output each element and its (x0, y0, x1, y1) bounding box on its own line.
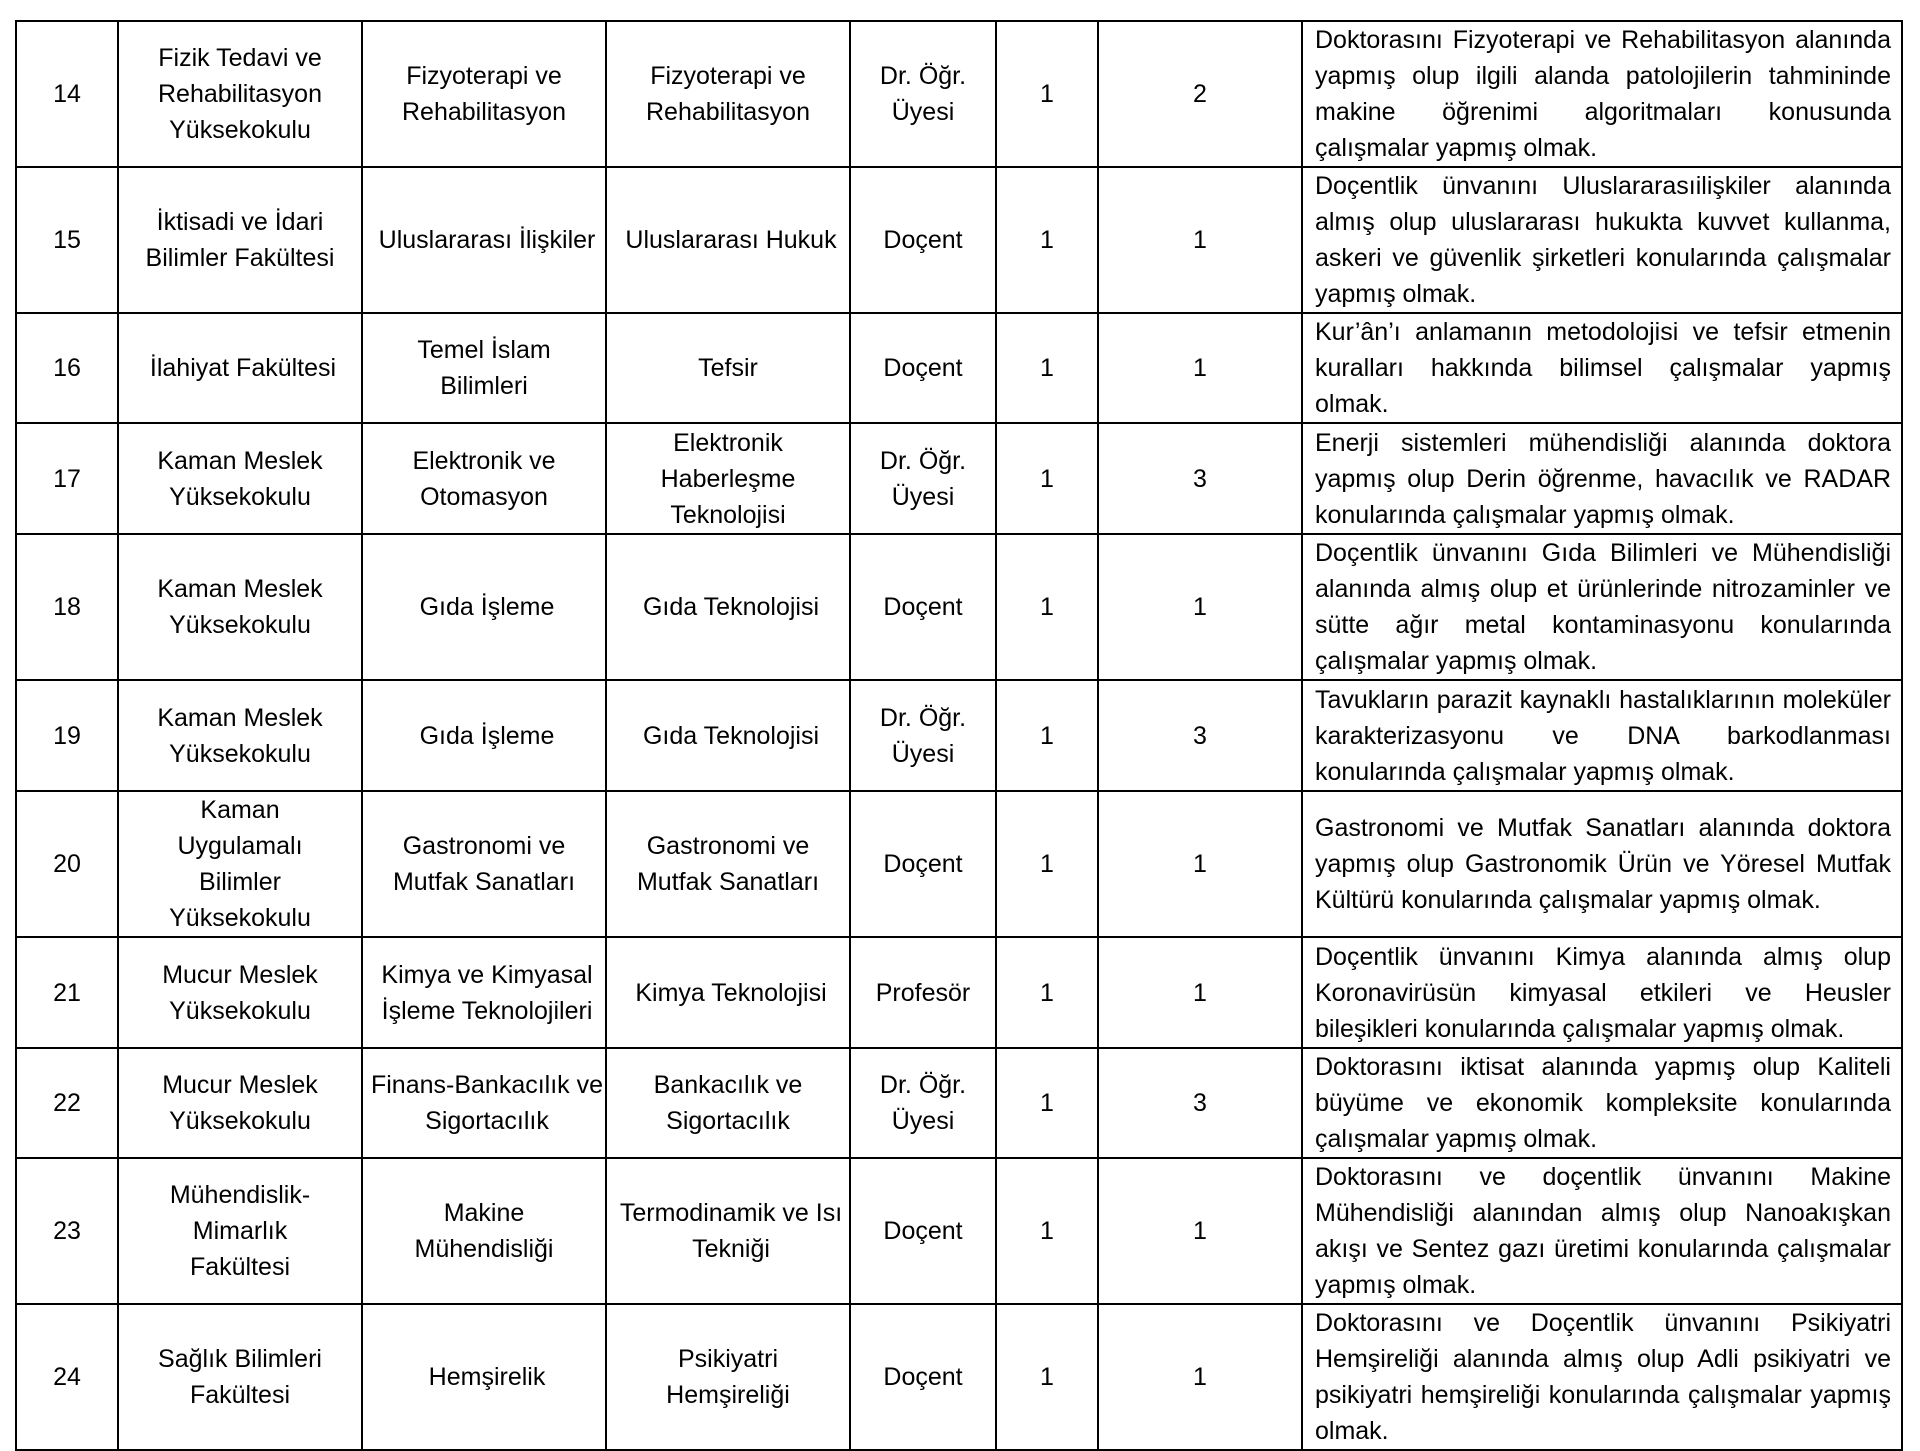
title-text: Doçent (883, 1217, 963, 1245)
department-text: Fizyoterapi ve Rehabilitasyon (402, 62, 566, 126)
row-number: 22 (16, 1048, 118, 1158)
title-cell (850, 21, 996, 167)
requirement-cell: Doktorasını Fizyoterapi ve Rehabilitasyon alanında yapmış olup ilgili alanda patolojilerin tahmininde makine öğrenimi algoritmaları konusunda çalışmalar yapmış olmak. (1302, 21, 1902, 167)
requirement-cell: Doktorasını ve Doçentlik ünvanını Psikiyatri Hemşireliği alanında almış olup Adli psikiyatri ve psikiyatri hemşireliği konularında çalışmalar yapmış olmak. (1302, 1304, 1902, 1450)
degree-cell: 1 (996, 937, 1098, 1048)
unit-cell (118, 1158, 362, 1304)
degree-cell: 1 (996, 313, 1098, 423)
degree-cell: 1 (996, 1158, 1098, 1304)
title-cell (850, 1158, 996, 1304)
field-cell (606, 1048, 850, 1158)
title-text: Dr. Öğr. Üyesi (879, 703, 967, 768)
requirement-cell: Doktorasını ve doçentlik ünvanını Makine Mühendisliği alanından almış olup Nanoakışkan akışı ve Sentez gazı üretimi konularında çalışmalar yapmış olmak. (1302, 1158, 1902, 1304)
unit-cell (118, 791, 362, 937)
row-number: 15 (16, 167, 118, 313)
field-cell (606, 534, 850, 680)
field-cell (606, 21, 850, 167)
unit-text: Mucur Meslek Yüksekokulu (162, 1071, 318, 1135)
title-text: Doçent (883, 1363, 963, 1391)
field-cell (606, 791, 850, 937)
count-cell: 2 (1098, 21, 1302, 167)
department-text: Elektronik ve Otomasyon (412, 446, 556, 511)
field-text: Psikiyatri Hemşireliği (666, 1345, 790, 1409)
count-cell: 1 (1098, 534, 1302, 680)
field-text: Uluslararası Hukuk (625, 226, 837, 254)
unit-cell (118, 423, 362, 534)
degree-cell: 1 (996, 534, 1098, 680)
field-text: Gıda Teknolojisi (642, 593, 820, 621)
unit-cell (118, 1048, 362, 1158)
requirement-cell: Kur’ân’ı anlamanın metodolojisi ve tefsir etmenin kuralları hakkında bilimsel çalışmalar yapmış olmak. (1302, 313, 1902, 423)
unit-text: Mucur Meslek Yüksekokulu (162, 960, 318, 1025)
unit-cell (118, 1304, 362, 1450)
row-number: 20 (16, 791, 118, 937)
table-row (16, 1304, 1902, 1450)
row-number: 21 (16, 937, 118, 1048)
department-cell (362, 1158, 606, 1304)
title-cell (850, 937, 996, 1048)
field-cell (606, 1304, 850, 1450)
field-text: Tefsir (698, 354, 758, 382)
requirement-cell: Doçentlik ünvanını Gıda Bilimleri ve Mühendisliği alanında almış olup et ürünlerinde nitrozaminler ve sütte ağır metal kontaminasyonu konularında çalışmalar yapmış olmak. (1302, 534, 1902, 680)
department-text: Gastronomi ve Mutfak Sanatları (392, 832, 576, 896)
department-text: Temel İslam Bilimleri (417, 336, 551, 400)
title-cell (850, 313, 996, 423)
row-number: 16 (16, 313, 118, 423)
count-cell: 1 (1098, 1304, 1302, 1450)
title-text: Doçent (883, 850, 963, 878)
field-text: Gıda Teknolojisi (642, 721, 820, 750)
field-cell (606, 1158, 850, 1304)
unit-cell (118, 680, 362, 791)
unit-cell (118, 313, 362, 423)
unit-text: Kaman Uygulamalı Bilimler Yüksekokulu (169, 796, 311, 932)
unit-cell (118, 21, 362, 167)
field-cell (606, 313, 850, 423)
field-text: Bankacılık ve Sigortacılık (653, 1071, 803, 1135)
degree-cell: 1 (996, 1048, 1098, 1158)
row-number: 23 (16, 1158, 118, 1304)
department-text: Kimya ve Kimyasal İşleme Teknolojileri (381, 960, 593, 1025)
degree-cell: 1 (996, 680, 1098, 791)
department-cell (362, 680, 606, 791)
title-cell (850, 1048, 996, 1158)
title-cell (850, 680, 996, 791)
table-row (16, 21, 1902, 167)
field-text: Fizyoterapi ve Rehabilitasyon (646, 62, 810, 126)
table-row (16, 534, 1902, 680)
field-text: Kimya Teknolojisi (635, 978, 827, 1007)
count-cell: 3 (1098, 680, 1302, 791)
table-row (16, 313, 1902, 423)
department-cell (362, 937, 606, 1048)
title-cell (850, 1304, 996, 1450)
unit-text: Mühendislik-Mimarlık Fakültesi (169, 1181, 311, 1281)
requirement-cell: Doçentlik ünvanını Kimya alanında almış olup Koronavirüsün kimyasal etkileri ve Heusler bileşikleri konularında çalışmalar yapmış olmak. (1302, 937, 1902, 1048)
degree-cell: 1 (996, 167, 1098, 313)
requirement-cell: Doktorasını iktisat alanında yapmış olup Kaliteli büyüme ve ekonomik kompleksite konularında çalışmalar yapmış olmak. (1302, 1048, 1902, 1158)
department-cell (362, 1048, 606, 1158)
row-number: 19 (16, 680, 118, 791)
title-cell (850, 423, 996, 534)
department-cell (362, 21, 606, 167)
field-cell (606, 423, 850, 534)
table-row (16, 167, 1902, 313)
unit-cell (118, 937, 362, 1048)
count-cell: 1 (1098, 937, 1302, 1048)
count-cell: 1 (1098, 167, 1302, 313)
department-cell (362, 534, 606, 680)
table-row (16, 1158, 1902, 1304)
title-text: Doçent (883, 226, 963, 254)
table-row (16, 1048, 1902, 1158)
title-cell (850, 791, 996, 937)
count-cell: 1 (1098, 1158, 1302, 1304)
department-text: Uluslararası İlişkiler (378, 226, 596, 254)
requirement-cell: Gastronomi ve Mutfak Sanatları alanında doktora yapmış olup Gastronomik Ürün ve Yöresel Mutfak Kültürü konularında çalışmalar yapmış olmak. (1302, 791, 1902, 937)
field-cell (606, 937, 850, 1048)
field-cell (606, 680, 850, 791)
unit-text: Fizik Tedavi ve Rehabilitasyon Yüksekokulu (158, 44, 322, 144)
requirement-cell: Enerji sistemleri mühendisliği alanında doktora yapmış olup Derin öğrenme, havacılık ve RADAR konularında çalışmalar yapmış olmak. (1302, 423, 1902, 534)
title-cell (850, 167, 996, 313)
field-text: Gastronomi ve Mutfak Sanatları (636, 832, 820, 896)
title-text: Dr. Öğr. Üyesi (879, 62, 967, 126)
count-cell: 3 (1098, 423, 1302, 534)
title-text: Dr. Öğr. Üyesi (879, 1071, 967, 1135)
table-row (16, 680, 1902, 791)
requirement-cell: Tavukların parazit kaynaklı hastalıklarının moleküler karakterizasyonu ve DNA barkodlanması konularında çalışmalar yapmış olmak. (1302, 680, 1902, 791)
count-cell: 1 (1098, 791, 1302, 937)
title-cell (850, 534, 996, 680)
unit-text: İktisadi ve İdari Bilimler Fakültesi (145, 208, 335, 272)
department-text: Gıda İşleme (419, 593, 555, 621)
table-row (16, 423, 1902, 534)
field-text: Elektronik Haberleşme Teknolojisi (660, 428, 796, 529)
table-row (16, 937, 1902, 1048)
degree-cell: 1 (996, 423, 1098, 534)
row-number: 14 (16, 21, 118, 167)
unit-cell (118, 167, 362, 313)
count-cell: 1 (1098, 313, 1302, 423)
requirement-cell: Doçentlik ünvanını Uluslararasıilişkiler alanında almış olup uluslararası hukukta kuvvet kullanma, askeri ve güvenlik şirketleri konularında çalışmalar yapmış olmak. (1302, 167, 1902, 313)
department-text: Gıda İşleme (419, 721, 555, 750)
degree-cell: 1 (996, 1304, 1098, 1450)
department-text: Makine Mühendisliği (414, 1199, 554, 1263)
unit-text: Kaman Meslek Yüksekokulu (157, 575, 323, 639)
department-cell (362, 423, 606, 534)
unit-cell (118, 534, 362, 680)
staff-positions-table (15, 20, 1903, 1451)
department-cell (362, 167, 606, 313)
field-text: Termodinamik ve Isı Tekniği (619, 1199, 843, 1263)
unit-text: Sağlık Bilimleri Fakültesi (158, 1345, 322, 1409)
unit-text: İlahiyat Fakültesi (149, 354, 337, 382)
title-text: Doçent (883, 593, 963, 621)
degree-cell: 1 (996, 791, 1098, 937)
degree-cell: 1 (996, 21, 1098, 167)
title-text: Profesör (875, 978, 971, 1007)
unit-text: Kaman Meslek Yüksekokulu (157, 703, 323, 768)
row-number: 24 (16, 1304, 118, 1450)
department-cell (362, 791, 606, 937)
title-text: Dr. Öğr. Üyesi (879, 446, 967, 511)
unit-text: Kaman Meslek Yüksekokulu (157, 446, 323, 511)
field-cell (606, 167, 850, 313)
count-cell: 3 (1098, 1048, 1302, 1158)
row-number: 17 (16, 423, 118, 534)
department-cell (362, 1304, 606, 1450)
title-text: Doçent (883, 354, 963, 382)
department-text: Hemşirelik (428, 1363, 546, 1391)
department-text: Finans-Bankacılık ve Sigortacılık (370, 1071, 604, 1135)
table-row (16, 791, 1902, 937)
row-number: 18 (16, 534, 118, 680)
department-cell (362, 313, 606, 423)
